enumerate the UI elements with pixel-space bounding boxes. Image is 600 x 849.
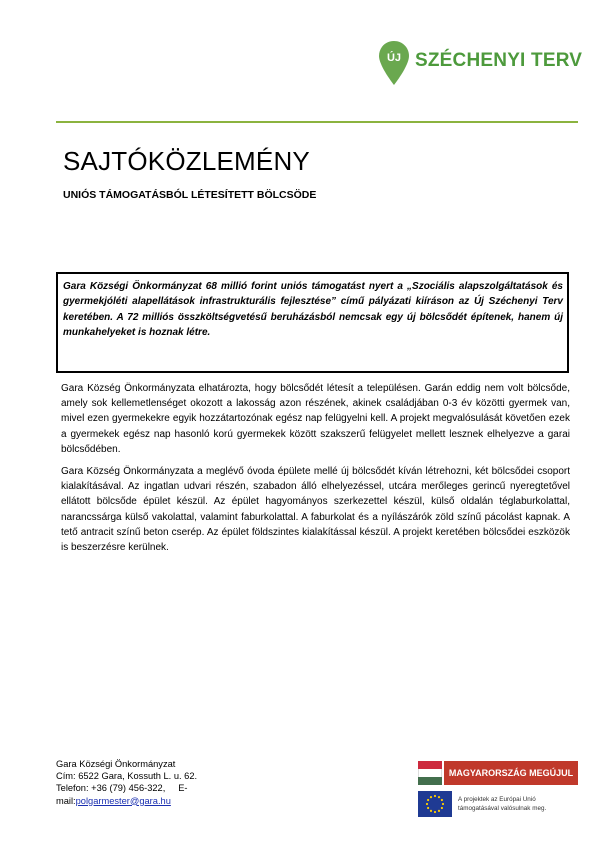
magyarorszag-megujul-badge	[418, 761, 578, 785]
page-title: SAJTÓKÖZLEMÉNY	[63, 146, 310, 176]
lead-box	[56, 272, 569, 373]
contact-email-prefix: mail:	[56, 795, 76, 806]
logo-text: SZÉCHENYI TERV	[415, 50, 583, 71]
contact-email-link[interactable]: polgarmester@gara.hu	[75, 795, 171, 806]
footer-contact	[56, 758, 197, 807]
eu-caption	[458, 796, 546, 813]
header-divider	[56, 121, 578, 123]
badge-label: MAGYARORSZÁG MEGÚJUL	[444, 761, 578, 785]
eu-flag-icon	[418, 791, 452, 817]
eu-caption-line-2: támogatásával valósulnak meg.	[458, 804, 547, 812]
contact-email-line	[56, 795, 197, 807]
szechenyi-terv-logo	[378, 40, 588, 110]
lead-text: Gara Községi Önkormányzat 68 millió forint uniós támogatást nyert a „Szociális alapszolgáltatások és gyermekjóléti alapellátások infrastrukturális fejlesztése” című pályázati kiíráson az Új Széchenyi Terv keretében. A 72 milliós összköltségvetésű beruházásból nemcsak egy új bölcsődét építenek, hanem új munkahelyeket is hoznak létre.	[63, 281, 563, 339]
contact-phone: Telefon: +36 (79) 456-322, E-	[56, 783, 188, 794]
logo-badge-text: ÚJ	[386, 52, 402, 64]
map-pin-icon	[378, 40, 410, 86]
eu-caption-line-1: A projektek az Európai Unió	[458, 796, 536, 803]
body-paragraph-1: Gara Község Önkormányzata elhatározta, hogy bölcsődét létesít a településen. Garán eddig nem volt bölcsőde, amely sok kellemetlenséget okozott a lakosság azon részének, akinek családjában 0-3 év közötti gyermek van, mivel ezen gyermekekre egyik hozzátartozónak egész nap felügyelni kell. A projekt megvalósulását követően ezek a gyermekek egész nap hasonló korú gyermekek között szakszerű felügyelet mellett lesznek elhelyezve a garai bölcsődében.	[61, 383, 570, 455]
contact-address: Cím: 6522 Gara, Kossuth L. u. 62.	[56, 771, 198, 782]
contact-org: Gara Községi Önkormányzat	[56, 759, 176, 769]
hungarian-flag-icon	[418, 761, 442, 785]
body-paragraph-2: Gara Község Önkormányzata a meglévő óvoda épülete mellé új bölcsődét kíván létrehozni, két bölcsődei csoport kialakításával. Az ingatlan udvari részén, szabadon álló elhelyezéssel, utcára merőleges gerincű nyeregtetővel ellátott bölcsőde épület készül. Az épület hagyományos szerkezettel készül, külső oldalán téglaburkolattal, narancssárga külső vakolattal, valamint faburkolattal. A faburkolat és a nyílászárók zöld színű pácolást kapnak. A tető antracit színű beton cserép. Az épület földszintes kialakítással készül. A projekt keretében bölcsődei eszközök is beszerzésre kerülnek.	[61, 466, 570, 554]
page-subtitle: UNIÓS TÁMOGATÁSBÓL LÉTESÍTETT BÖLCSÖDE	[63, 189, 317, 201]
